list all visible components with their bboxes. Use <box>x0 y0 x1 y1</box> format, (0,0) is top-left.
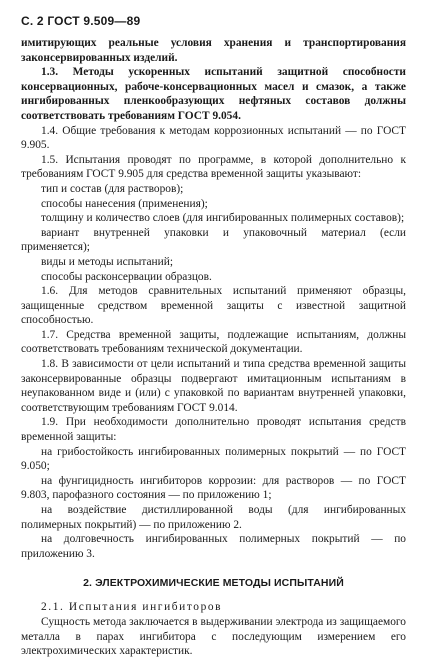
section-2-body <box>21 600 406 658</box>
paragraph-1-4: 1.4. Общие требования к методам коррозионных испытаний — по ГОСТ 9.905. <box>21 124 406 152</box>
list-item-packaging: вариант внутренней упаковки и упаковочный материал (если применяется); <box>21 226 406 254</box>
paragraph-1-9: 1.9. При необходимости дополнительно проводят испытания средств временной защиты: <box>21 416 406 444</box>
list-item-distilled-water: на воздействие дистиллированной воды (для ингибированных полимерных покрытий) — по приложению 2. <box>21 504 406 531</box>
section-1-body <box>21 36 406 561</box>
list-item-fungus-resistance: на грибостойкость ингибированных полимерных покрытий — по ГОСТ 9.050; <box>21 445 406 473</box>
paragraph-2-1-text: Сущность метода заключается в выдерживании электрода из защищаемого металла в парах ингибитора с последующим измерением его электрохимических характеристик. <box>21 615 406 658</box>
page-header: С. 2 ГОСТ 9.509—89 <box>21 14 141 28</box>
paragraph-1-6: 1.6. Для методов сравнительных испытаний применяют образцы, защищенные средством временной защиты с известной защитной способностью. <box>21 285 406 327</box>
paragraph-continuation: имитирующих реальные условия хранения и транспортирования законсервированных изделий. <box>21 37 406 64</box>
subsection-2-1-heading: 2.1. Испытания ингибиторов <box>41 601 223 614</box>
paragraph-1-8: 1.8. В зависимости от цели испытаний и типа средства временной защиты законсервированные образцы подвергают имитационным испытаниям в неупакованном виде и (или) с упаковкой по вариантам внутренней упаковки, соответствующим требованиям ГОСТ 9.014. <box>21 358 406 414</box>
list-item-thickness: толщину и количество слоев (для ингибированных полимерных составов); <box>41 212 405 225</box>
list-item-deconservation: способы расконсервации образцов. <box>41 270 212 283</box>
document-page <box>21 14 406 659</box>
list-item-durability: на долговечность ингибированных полимерных покрытий — по приложению 3. <box>21 533 406 560</box>
paragraph-1-7: 1.7. Средства временной защиты, подлежащие испытаниям, должны соответствовать требованиям технической документации. <box>21 328 406 356</box>
paragraph-1-5: 1.5. Испытания проводят по программе, в которой дополнительно к требованиям ГОСТ 9.905 для средства временной защиты указывают: <box>21 153 406 181</box>
list-item-type: тип и состав (для растворов); <box>41 182 184 195</box>
section-2-title: 2. ЭЛЕКТРОХИМИЧЕСКИЕ МЕТОДЫ ИСПЫТАНИЙ <box>83 577 344 590</box>
list-item-fungicidity: на фунгицидность ингибиторов коррозии: для растворов — по ГОСТ 9.803, парофазного состояния — по приложению 1; <box>21 474 406 502</box>
list-item-methods: способы нанесения (применения); <box>41 197 208 210</box>
paragraph-1-3: 1.3. Методы ускоренных испытаний защитной способности консервационных, рабоче-консервационных масел и смазок, а также ингибированных пленкообразующих нефтяных составов должны соответствовать требованиям ГОСТ 9.054. <box>21 66 406 122</box>
list-item-test-types: виды и методы испытаний; <box>41 255 173 268</box>
